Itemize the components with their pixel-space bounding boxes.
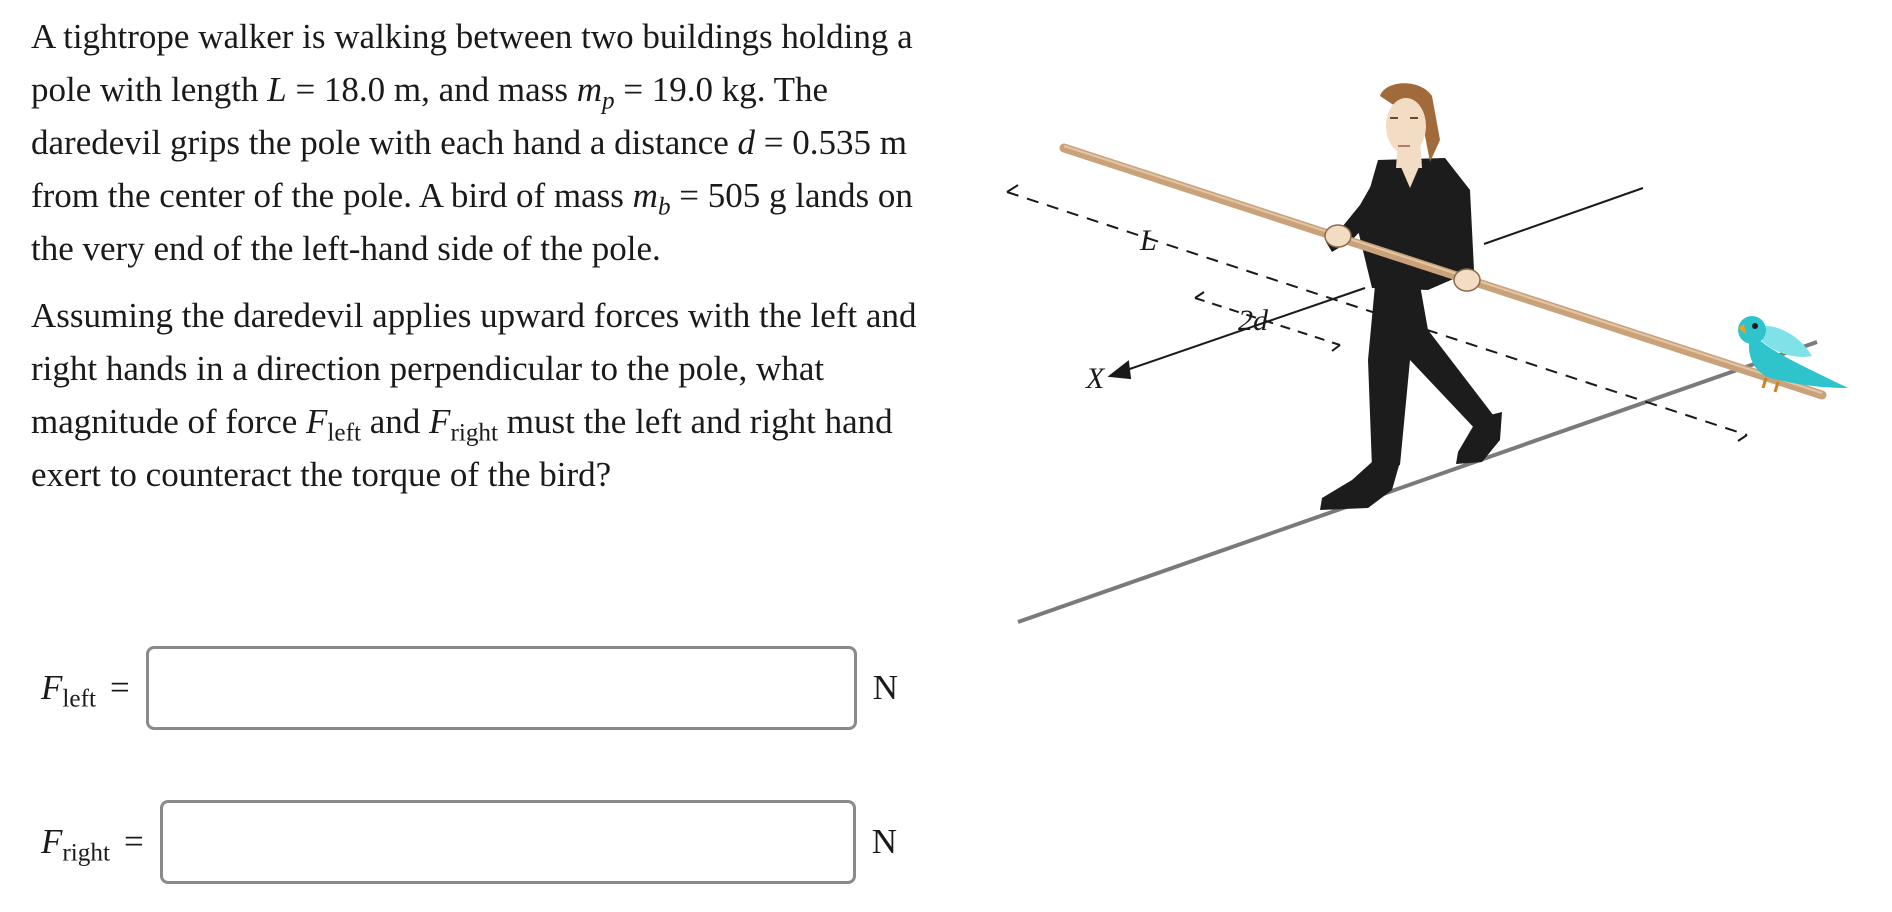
left-hand [1325,225,1351,247]
grip-label: 2d [1238,304,1268,337]
f-right-unit: N [871,822,897,861]
equals-sign: = [109,668,130,707]
length-symbol: L [267,70,287,109]
problem-paragraph-1: A tightrope walker is walking between two buildings holding a pole with length L = 18.0 m, and mass $m_p = 19.0$ kg. The daredevil grips the pole with each hand a distance d = 0.535 m from the center of the pole. A bird of mass $m_b = 505$ g lands on the very end of the left-hand side of the pole. [31,17,913,268]
reference-line [1484,188,1643,244]
answer-row-f-right [41,800,897,884]
right-hand [1454,269,1480,291]
f-left-unit: N [872,668,898,707]
daredevil-figure [1320,83,1502,510]
f-right-label: $F_{right}$ [41,822,110,867]
grip-distance-symbol: d [737,123,756,162]
force-right-symbol: F [429,402,451,441]
tightrope-figure [1000,60,1880,660]
bird-icon [1738,316,1848,392]
answer-row-f-left [41,646,898,730]
f-right-input[interactable] [160,800,856,884]
pole-mass-symbol: m [576,70,602,109]
equals-sign: = [123,822,144,861]
length-label: L [1140,224,1157,257]
force-left-symbol: F [306,402,328,441]
problem-paragraph-2: Assuming the daredevil applies upward forces with the left and right hands in a direction perpendicular to the pole, what magnitude of force $F_{left}$ and $F_{right}$ must the left and right hand exert to counteract the torque of the bird? [31,296,917,494]
problem-statement [31,10,951,515]
f-left-input[interactable] [146,646,857,730]
tightrope-line [1018,342,1817,622]
f-left-label: $F_{left}$ [41,668,96,713]
x-axis-label: X [1086,362,1105,395]
bird-mass-symbol: m [632,176,658,215]
